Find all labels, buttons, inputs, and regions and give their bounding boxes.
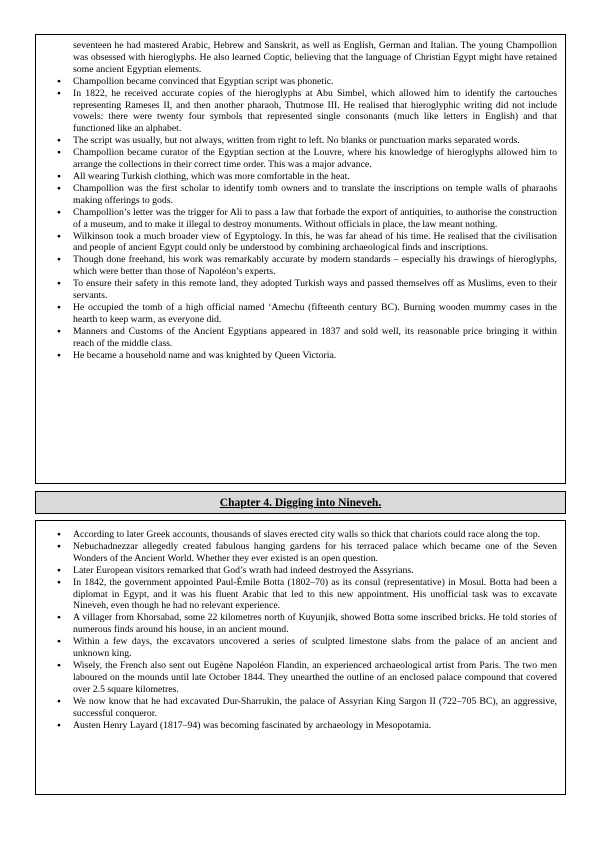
list-item-continuation: seventeen he had mastered Arabic, Hebrew and Sanskrit, as well as English, German and Italian. The young Champollion was obsessed with hieroglyphs. He also learned Coptic, believing that the language of Christian Egypt might have retained some ancient Egyptian elements.	[73, 40, 557, 75]
list-item: ● Within a few days, the excavators uncovered a series of sculpted limestone slabs from the palace of an ancient and unknown king.	[36, 636, 565, 660]
list-item: ● Champollion became convinced that Egyptian script was phonetic.	[36, 76, 565, 88]
notes-box-champollion	[35, 34, 566, 484]
list-item: ● Austen Henry Layard (1817–94) was becoming fascinated by archaeology in Mesopotamia.	[36, 720, 565, 732]
list-item: ● In 1842, the government appointed Paul-Émile Botta (1802–70) as its consul (representative) in Mosul. Botta had been a diplomat in Egypt, and it was his fluent Arabic that led to this new appointment. His unofficial task was to excavate Nineveh, even though he had no relevant experience.	[36, 577, 565, 613]
chapter-heading	[35, 491, 566, 514]
list-item: ● He became a household name and was knighted by Queen Victoria.	[36, 350, 565, 362]
list-item: ● Champollion became curator of the Egyptian section at the Louvre, where his knowledge of hieroglyphs allowed him to arrange the collections in their correct time order. This was a major advance.	[36, 147, 565, 171]
list-item: ● He occupied the tomb of a high official named ‘Amechu (fifteenth century BC). Burning wooden mummy cases in the hearth to keep warm, as everyone did.	[36, 302, 565, 326]
list-item: ● Champollion’s letter was the trigger for Ali to pass a law that forbade the export of antiquities, to authorise the construction of a museum, and to make it illegal to destroy monuments. Without officials in place, the law meant nothing.	[36, 207, 565, 231]
list-item: ● A villager from Khorsabad, some 22 kilometres north of Kuyunjik, showed Botta some inscribed bricks. He told stories of numerous finds around his house, in an ancient mound.	[36, 612, 565, 636]
list-item: ● The script was usually, but not always, written from right to left. No blanks or punctuation marks separated words.	[36, 135, 565, 147]
list-item: ● In 1822, he received accurate copies of the hieroglyphs at Abu Simbel, which allowed him to identify the cartouches representing Rameses II, and then another pharaoh, Thutmose III. He realised that hieroglyphic writing did not include vowels: there were twenty four symbols that represented single consonants (much like letters in English) and that functioned like an alphabet.	[36, 88, 565, 136]
list-item: ● All wearing Turkish clothing, which was more comfortable in the heat.	[36, 171, 565, 183]
list-item: ● Wisely, the French also sent out Eugène Napoléon Flandin, an experienced archaeological artist from Paris. The two men laboured on the mounds until late October 1844. They unearthed the outline of an enclosed palace compound that covered over 2.5 square kilometres.	[36, 660, 565, 696]
bullet-list	[36, 521, 565, 731]
list-item: ● We now know that he had excavated Dur-Sharrukin, the palace of Assyrian King Sargon II (722–705 BC), an aggressive, successful conqueror.	[36, 696, 565, 720]
chapter-title: Chapter 4. Digging into Nineveh.	[219, 496, 382, 509]
bullet-list	[36, 35, 565, 361]
list-item: ● Manners and Customs of the Ancient Egyptians appeared in 1837 and sold well, its reasonable price bringing it within reach of the middle class.	[36, 326, 565, 350]
list-item: ● Champollion was the first scholar to identify tomb owners and to translate the inscriptions on temple walls of pharaohs making offerings to gods.	[36, 183, 565, 207]
notes-box-nineveh	[35, 520, 566, 795]
list-item: ● To ensure their safety in this remote land, they adopted Turkish ways and passed themselves off as Muslims, even to their servants.	[36, 278, 565, 302]
list-item: ● Wilkinson took a much broader view of Egyptology. In this, he was far ahead of his time. He realised that the civilisation and people of ancient Egypt could only be understood by combining archaeological finds and inscriptions.	[36, 231, 565, 255]
list-item: ● According to later Greek accounts, thousands of slaves erected city walls so thick that chariots could race along the top.	[36, 529, 565, 541]
list-item: ● Later European visitors remarked that God’s wrath had indeed destroyed the Assyrians.	[36, 565, 565, 577]
list-item: ● Nebuchadnezzar allegedly created fabulous hanging gardens for his terraced palace which became one of the Seven Wonders of the Ancient World. Whether they ever existed is an open question.	[36, 541, 565, 565]
list-item: ● Though done freehand, his work was remarkably accurate by modern standards – especially his drawings of hieroglyphs, which were better than those of Napoléon’s experts.	[36, 254, 565, 278]
